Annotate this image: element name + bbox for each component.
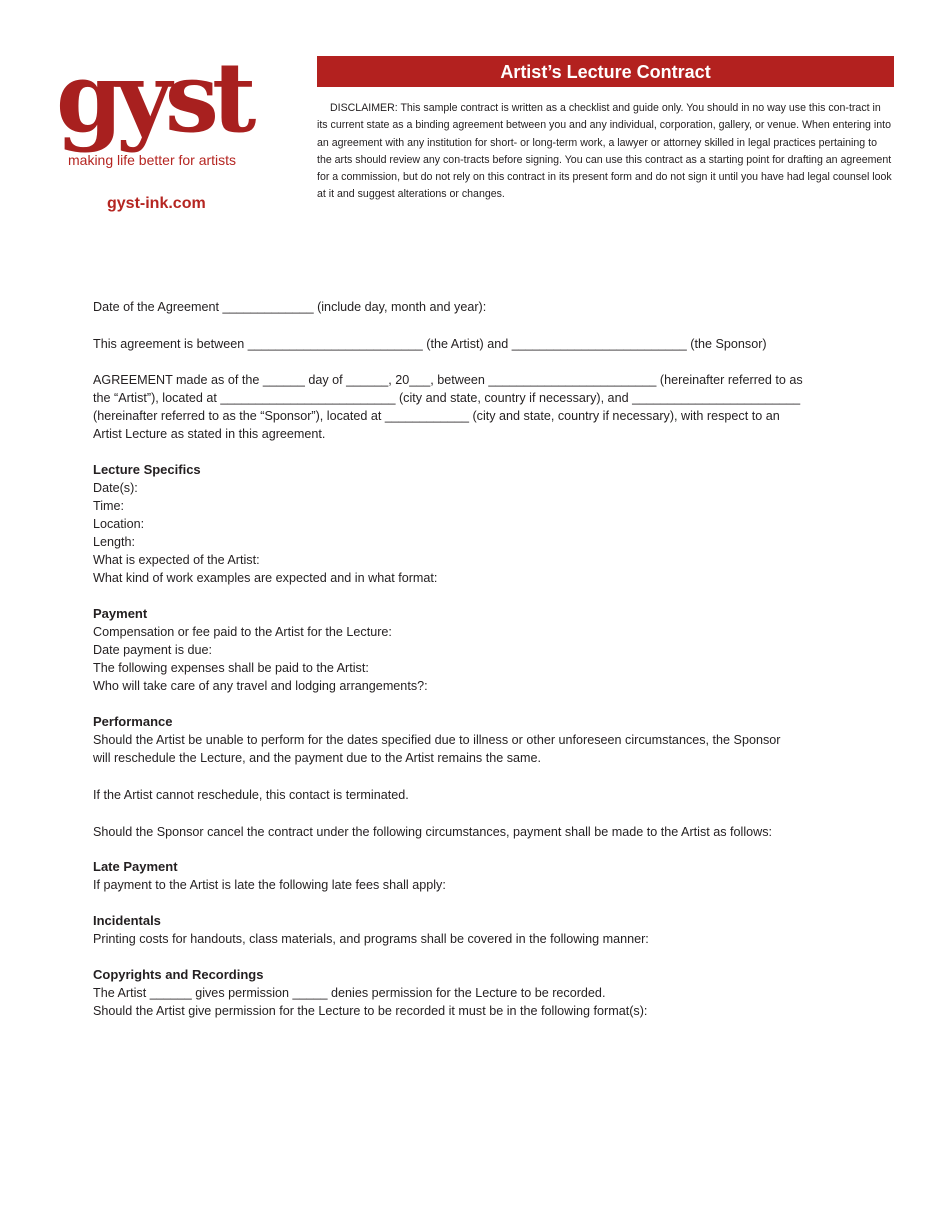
- incidentals-text: Printing costs for handouts, class materials, and programs shall be covered in the following manner:: [93, 932, 649, 946]
- list-item: Compensation or fee paid to the Artist for the Lecture:: [93, 625, 392, 639]
- brand-tagline: making life better for artists: [68, 152, 237, 168]
- disclaimer-text: DISCLAIMER: This sample contract is written as a checklist and guide only. You should in no way use this con-tract in its current state as a binding agreement between you and any individual, corporation, gallery, or venue. When entering into an agreement with any institution for short- or long-term work, a lawyer or attorney skilled in legal practices pertaining to the arts should review any con-tracts before signing. You can use this contract as a starting point for drafting an agreement for a commission, but do not rely on this contract in its present form and do not sign it until you have had legal counsel look at it and suggest alterations or changes.: [317, 102, 892, 201]
- agreement-line: Artist Lecture as stated in this agreement.: [93, 427, 326, 441]
- list-item: What kind of work examples are expected and in what format:: [93, 571, 438, 585]
- list-item: Location:: [93, 517, 145, 531]
- agreement-date-line: Date of the Agreement _____________ (include day, month and year):: [93, 300, 487, 314]
- incidentals-heading: Incidentals: [93, 913, 161, 928]
- gyst-logo: gyst: [56, 41, 250, 154]
- performance-heading: Performance: [93, 714, 173, 729]
- contract-body: [93, 298, 833, 1020]
- list-item: Date payment is due:: [93, 643, 213, 657]
- list-item: The following expenses shall be paid to the Artist:: [93, 661, 369, 675]
- agreement-line: the “Artist”), located at _________________________ (city and state, country if necessary), and ________________________: [93, 391, 801, 405]
- parties-line: This agreement is between _________________________ (the Artist) and _________________________ (the Sponsor): [93, 337, 767, 351]
- payment-heading: Payment: [93, 606, 148, 621]
- agreement-paragraph: [93, 371, 833, 443]
- late-payment-heading: Late Payment: [93, 859, 178, 874]
- paragraph-line: The Artist ______ gives permission _____ denies permission for the Lecture to be recorded.: [93, 986, 606, 1000]
- paragraph-line: will reschedule the Lecture, and the payment due to the Artist remains the same.: [93, 751, 542, 765]
- lecture-specifics-list: [93, 479, 833, 587]
- cancellation-text: Should the Sponsor cancel the contract under the following circumstances, payment shall be made to the Artist as follows:: [93, 825, 773, 839]
- lecture-specifics-heading: Lecture Specifics: [93, 462, 201, 477]
- late-payment-text: If payment to the Artist is late the following late fees shall apply:: [93, 878, 446, 892]
- copyrights-list: [93, 984, 833, 1020]
- document-title: Artist’s Lecture Contract: [317, 56, 894, 87]
- agreement-line: (hereinafter referred to as the “Sponsor”), located at ____________ (city and state, country if necessary), with respect to an: [93, 409, 780, 423]
- list-item: Date(s):: [93, 481, 138, 495]
- agreement-line: AGREEMENT made as of the ______ day of ______, 20___, between ________________________ (hereinafter referred to as: [93, 373, 803, 387]
- website-link[interactable]: gyst-ink.com: [107, 195, 206, 212]
- copyrights-heading: Copyrights and Recordings: [93, 967, 264, 982]
- termination-text: If the Artist cannot reschedule, this contact is terminated.: [93, 788, 409, 802]
- list-item: Who will take care of any travel and lodging arrangements?:: [93, 679, 428, 693]
- payment-list: [93, 623, 833, 695]
- brand-logo-block: [56, 41, 296, 212]
- list-item: Time:: [93, 499, 125, 513]
- list-item: Length:: [93, 535, 136, 549]
- paragraph-line: Should the Artist give permission for the Lecture to be recorded it must be in the following format(s):: [93, 1004, 648, 1018]
- list-item: What is expected of the Artist:: [93, 553, 260, 567]
- paragraph-line: Should the Artist be unable to perform for the dates specified due to illness or other unforeseen circumstances, the Sponsor: [93, 733, 781, 747]
- performance-paragraph: [93, 731, 833, 767]
